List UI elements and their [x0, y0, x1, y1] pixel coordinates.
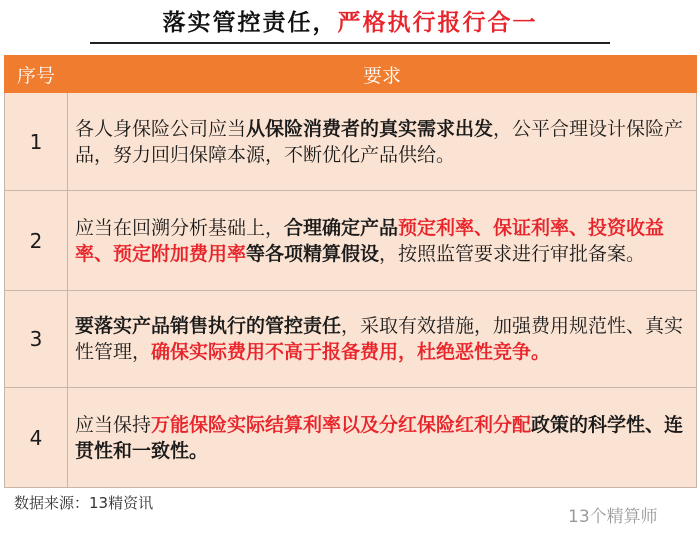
table-row	[5, 191, 697, 291]
requirements-table	[4, 55, 697, 488]
table-row	[5, 93, 697, 191]
table-row	[5, 388, 697, 488]
row-requirement: 各人身保险公司应当从保险消费者的真实需求出发，公平合理设计保险产品，努力回归保障本源，不断优化产品供给。	[68, 93, 697, 191]
header-index: 序号	[5, 56, 68, 93]
table-header-row	[5, 56, 697, 93]
table-row	[5, 291, 697, 388]
title-part-2: 严格执行报行合一	[337, 10, 538, 36]
row-index: 2	[5, 191, 68, 291]
page-title	[0, 4, 700, 37]
header-requirement: 要求	[68, 56, 697, 93]
row-index: 3	[5, 291, 68, 388]
title-part-1: 落实管控责任，	[162, 10, 338, 36]
data-source-note: 数据来源：13精资讯	[14, 494, 154, 512]
row-requirement: 应当在回溯分析基础上，合理确定产品预定利率、保证利率、投资收益率、预定附加费用率等各项精算假设，按照监管要求进行审批备案。	[68, 191, 697, 291]
weibo-watermark: 13个精算师	[568, 507, 658, 527]
row-index: 4	[5, 388, 68, 488]
title-underline	[90, 42, 610, 44]
row-requirement: 要落实产品销售执行的管控责任，采取有效措施，加强费用规范性、真实性管理，确保实际费用不高于报备费用，杜绝恶性竞争。	[68, 291, 697, 388]
row-requirement: 应当保持万能保险实际结算利率以及分红保险红利分配政策的科学性、连贯性和一致性。	[68, 388, 697, 488]
row-index: 1	[5, 93, 68, 191]
title-block	[0, 0, 700, 52]
